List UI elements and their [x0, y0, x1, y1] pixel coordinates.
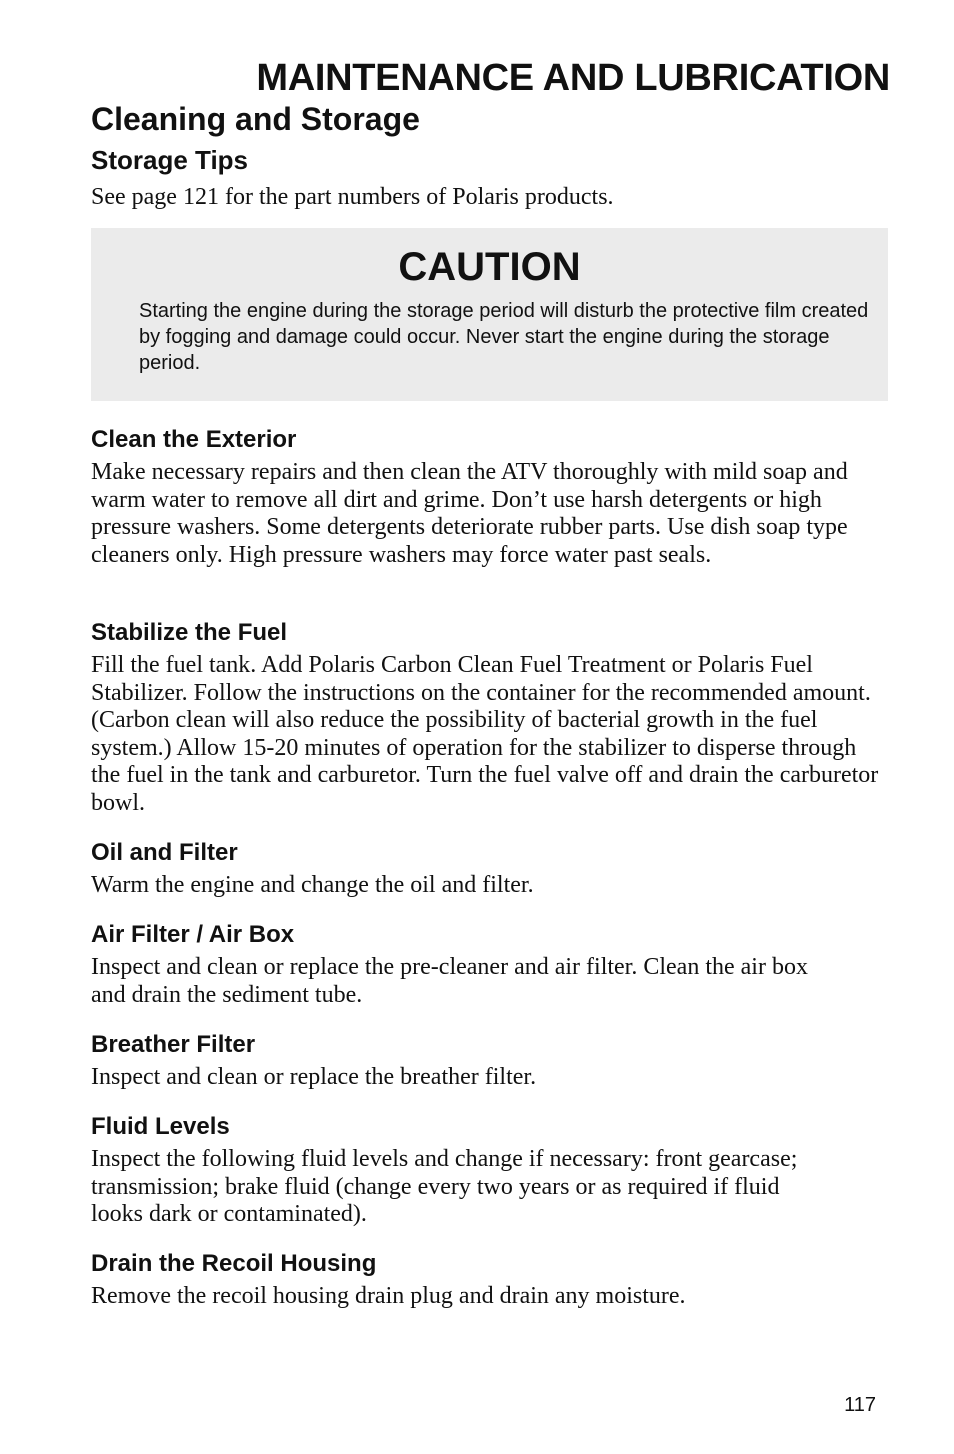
section-heading: Air Filter / Air Box: [91, 921, 295, 948]
section-body: Make necessary repairs and then clean the ATV thoroughly with mild soap and warm water to remove all dirt and grime. Don’t use harsh detergents or high pressure washers. Some detergents deteriorate rubber parts. Use dish soap type cleaners only. High pressure washers may force water past seals.: [91, 459, 848, 568]
section-air-filter: [91, 920, 896, 1009]
section-body: Remove the recoil housing drain plug and drain any moisture.: [91, 1283, 686, 1309]
section-heading: Stabilize the Fuel: [91, 619, 288, 646]
section-heading: Breather Filter: [91, 1031, 256, 1058]
caution-title: CAUTION: [398, 245, 581, 289]
section-body: Fill the fuel tank. Add Polaris Carbon Clean Fuel Treatment or Polaris Fuel Stabilizer. Follow the instructions on the container for the recommended amount. (Carbon clean will also reduce the possibility of bacterial growth in the fuel system.) Allow 15-20 minutes of operation for the stabilizer to disperse through the fuel in the tank and carburetor. Turn the fuel valve off and drain the carburetor bowl.: [91, 652, 879, 816]
section-body: Inspect the following fluid levels and change if necessary: front gearcase; transmission; brake fluid (change every two years or as required if fluid looks dark or contaminated).: [91, 1146, 798, 1227]
section-clean-exterior: [91, 425, 896, 569]
section-oil-filter: [91, 838, 896, 900]
section-body: Warm the engine and change the oil and filter.: [91, 872, 534, 898]
intro-text: See page 121 for the part numbers of Polaris products.: [91, 184, 614, 210]
section-title: Cleaning and Storage: [91, 101, 420, 137]
section-body: Inspect and clean or replace the pre-cleaner and air filter. Clean the air box and drain the sediment tube.: [91, 954, 808, 1008]
page-number: 117: [844, 1394, 876, 1416]
section-heading: Clean the Exterior: [91, 426, 297, 453]
section-body: Inspect and clean or replace the breather filter.: [91, 1064, 537, 1090]
section-heading: Oil and Filter: [91, 839, 238, 866]
section-heading: Drain the Recoil Housing: [91, 1250, 377, 1277]
section-stabilize-fuel: [91, 618, 896, 817]
section-recoil-housing: [91, 1249, 896, 1311]
chapter-title: MAINTENANCE AND LUBRICATION: [256, 57, 890, 99]
caution-box: [91, 228, 888, 401]
section-heading: Fluid Levels: [91, 1113, 230, 1140]
caution-text: Starting the engine during the storage period will disturb the protective film created by fogging and damage could occur. Never start the engine during the storage period.: [139, 300, 869, 374]
section-fluid-levels: [91, 1112, 896, 1229]
subsection-title: Storage Tips: [91, 145, 249, 175]
section-breather-filter: [91, 1030, 896, 1092]
